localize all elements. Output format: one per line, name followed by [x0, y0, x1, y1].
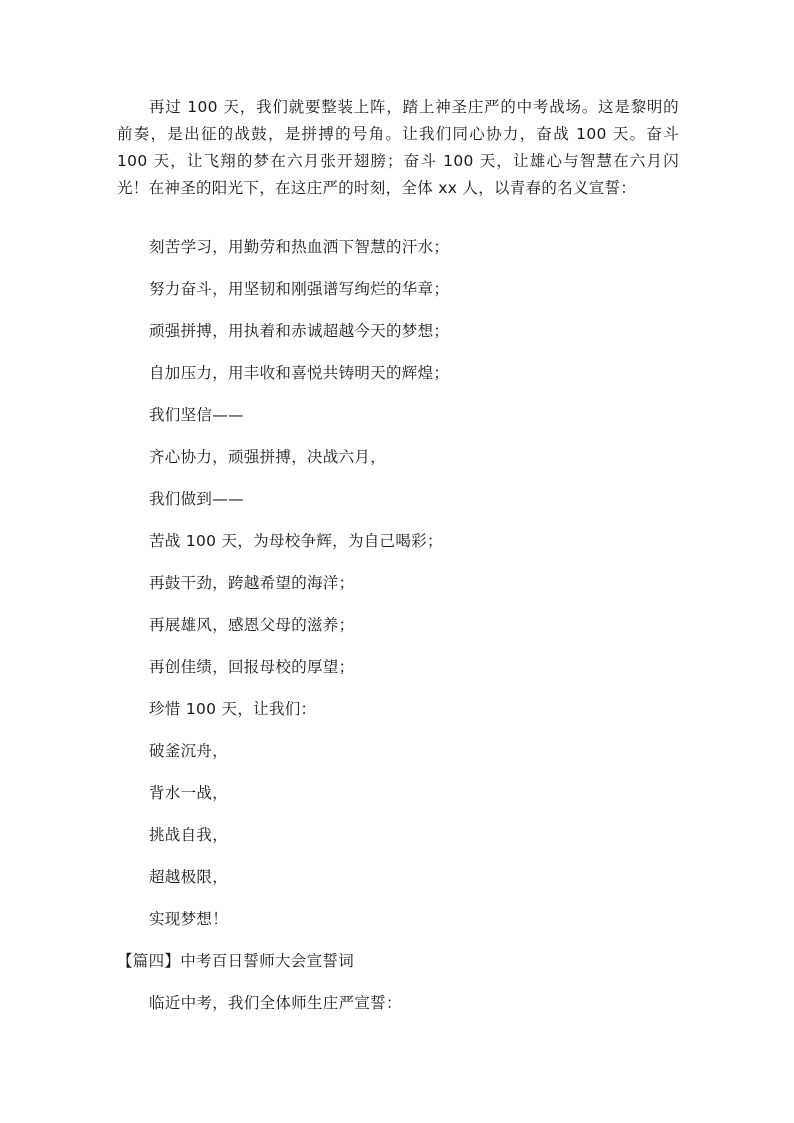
intro-paragraph: 再过 100 天，我们就要整装上阵，踏上神圣庄严的中考战场。这是黎明的前奏，是出征的战鼓，是拼搏的号角。让我们同心协力，奋战 100 天。奋斗 100 天，让飞翔的梦在六月张开翅膀；奋斗 100 天，让雄心与智慧在六月闪光！在神圣的阳光下，在这庄严的时刻，全体 xx 人，以青春的名义宣誓：	[117, 98, 679, 197]
oath-line: 挑战自我，	[149, 826, 229, 844]
section-heading: 【篇四】中考百日誓师大会宣誓词	[117, 952, 355, 970]
oath-line: 珍惜 100 天，让我们：	[149, 700, 317, 718]
oath-line: 顽强拼搏，用执着和赤诚超越今天的梦想；	[149, 322, 450, 340]
section-first-line: 临近中考，我们全体师生庄严宣誓：	[149, 994, 402, 1012]
oath-line: 再鼓干劲，跨越希望的海洋；	[149, 574, 355, 592]
oath-line: 自加压力，用丰收和喜悦共铸明天的辉煌；	[149, 364, 450, 382]
oath-line: 齐心协力，顽强拼搏，决战六月，	[149, 448, 387, 466]
oath-line: 我们做到——	[149, 490, 244, 508]
oath-line: 我们坚信——	[149, 406, 244, 424]
oath-line: 刻苦学习，用勤劳和热血洒下智慧的汗水；	[149, 238, 450, 256]
oath-line: 苦战 100 天，为母校争辉，为自己喝彩；	[149, 532, 443, 550]
oath-line: 背水一战，	[149, 784, 229, 802]
oath-line: 再展雄风，感恩父母的滋养；	[149, 616, 355, 634]
oath-line: 超越极限，	[149, 868, 229, 886]
oath-line: 再创佳绩，回报母校的厚望；	[149, 658, 355, 676]
oath-line: 实现梦想！	[149, 910, 229, 928]
oath-line: 破釜沉舟，	[149, 742, 229, 760]
oath-line: 努力奋斗，用坚韧和刚强谱写绚烂的华章；	[149, 280, 450, 298]
